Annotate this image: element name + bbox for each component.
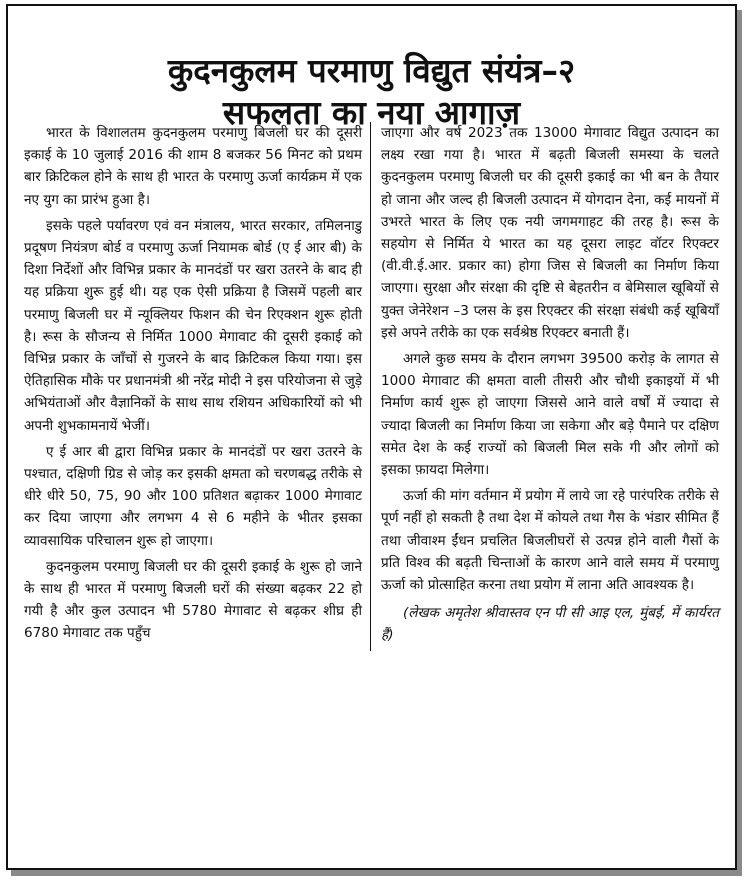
title-line-2: सफलता का नया आगाज़ [222, 93, 521, 132]
left-column [24, 122, 371, 651]
author-credit: (लेखक अमृतेश श्रीवास्तव एन पी सी आइ एल, मुंबई, में कार्यरत हैं) [381, 605, 719, 644]
paragraph: ए ई आर बी द्वारा विभिन्न प्रकार के मानदंडों पर खरा उतरने के पश्चात, दक्षिणी ग्रिड से जोड़ कर इसकी क्षमता को चरणबद्ध तरीके से धीरे धीरे 50, 75, 90 और 100 प्रतिशत बढ़ाकर 1000 मेगावाट कर दिया जाएगा और लगभग 4 से 6 महीने के भीतर इसका व्यावसायिक परिचालन शुरू हो जाएगा। [24, 443, 362, 549]
paragraph: भारत के विशालतम कुदनकुलम परमाणु बिजली घर की दूसरी इकाई के 10 जुलाई 2016 की शाम 8 बजकर 56 मिनट को प्रथम बार क्रिटिकल होने के साथ ही भारत के परमाणु ऊर्जा कार्यक्रम में एक नए युग का प्रारंभ हुआ है। [24, 125, 363, 208]
paragraph: ऊर्जा की मांग वर्तमान में प्रयोग में लाये जा रहे पारंपरिक तरीके से पूर्ण नहीं हो सकती है तथा देश में कोयले तथा गैस के भंडार सीमित हैं तथा जीवाश्म ईंधन प्रचलित बिजलीघरों से उत्पन्न होने वाली गैसों के प्रति विश्व की बढ़ती चिन्ताओं के कारण आने वाले समय में परमाणु ऊर्जा को प्रोत्साहित करना तथा प्रयोग में लाना अति आवश्यक है। [381, 488, 720, 594]
paragraph: इसके पहले पर्यावरण एवं वन मंत्रालय, भारत सरकार, तमिलनाडु प्रदूषण नियंत्रण बोर्ड व परमाणु ऊर्जा नियामक बोर्ड (ए ई आर बी) के दिशा निर्देशों और विभिन्न प्रकार के मानदंडों पर खरा उतरने के बाद ही यह प्रक्रिया शुरू हुई थी। यह एक ऐसी प्रक्रिया है जिसमें पहली बार परमाणु बिजली घर में न्यूक्लियर फिशन की चेन रिएक्शन शुरू होती है। रूस के सौजन्य से निर्मित 1000 मेगावाट की दूसरी इकाई को विभिन्न प्रकार के जाँचों से गुजरने के बाद क्रिटिकल किया गया। इस ऐतिहासिक मौके पर प्रधानमंत्री श्री नरेंद्र मोदी ने इस परियोजना से जुड़े अभियंताओं और वैज्ञानिकों के साथ साथ रशियन अधिकारियों को भी अपनी शुभकामनायें भेजीं। [24, 217, 362, 434]
article-body [24, 122, 726, 651]
paragraph: कुदनकुलम परमाणु बिजली घर की दूसरी इकाई के शुरू हो जाने के साथ ही भारत में परमाणु बिजली घरों की संख्या बढ़कर 22 हो गयी है और कुल उत्पादन भी 5780 मेगावाट से बढ़कर शीघ्र ही 6780 मेगावाट तक पहुँच [24, 558, 362, 642]
title-line-1: कुदनकुलम परमाणु विद्युत संयंत्र–२ [167, 51, 576, 90]
paragraph: अगले कुछ समय के दौरान लगभग 39500 करोड़ के लागत से 1000 मेगावाट की क्षमता वाली तीसरी और चौथी इकाइयों में भी निर्माण कार्य शुरू हो जाएगा जिससे आने वाले वर्षों में ज्यादा से ज्यादा बिजली का निर्माण किया जा सकेगा और बड़े पैमाने पर दक्षिण समेत देश के कई राज्यों को बिजली मिल सके गी और लोगों को इसका फ़ायदा मिलेगा। [381, 351, 719, 479]
paragraph: जाएगा और वर्ष 2023 तक 13000 मेगावाट विद्युत उत्पादन का लक्ष्य रखा गया है। भारत में बढ़ती बिजली समस्या के चलते कुदनकुलम परमाणु बिजली घर की दूसरी इकाई का भी बन के तैयार हो जाना और जल्द ही बिजली उत्पादन में योगदान देना, कई मायनों में उभरते भारत के लिए एक नयी जगमगाहट की तरह है। रूस के सहयोग से निर्मित ये भारत का यह दूसरा लाइट वॉटर रिएक्टर (वी.वी.ई.आर. प्रकार का) होगा जिस से बिजली का निर्माण किया जाएगा। सुरक्षा और संरक्षा की दृष्टि से बेहतरीन व बेमिसाल खूबियों से युक्त जेनेरेशन –3 प्लस के इस रिएक्टर की संरक्षा संबंधी कई खूबियाँ इसे अपने तरीके का एक सर्वश्रेष्ठ रिएक्टर बनाती हैं। [381, 125, 719, 341]
right-column [371, 122, 719, 651]
